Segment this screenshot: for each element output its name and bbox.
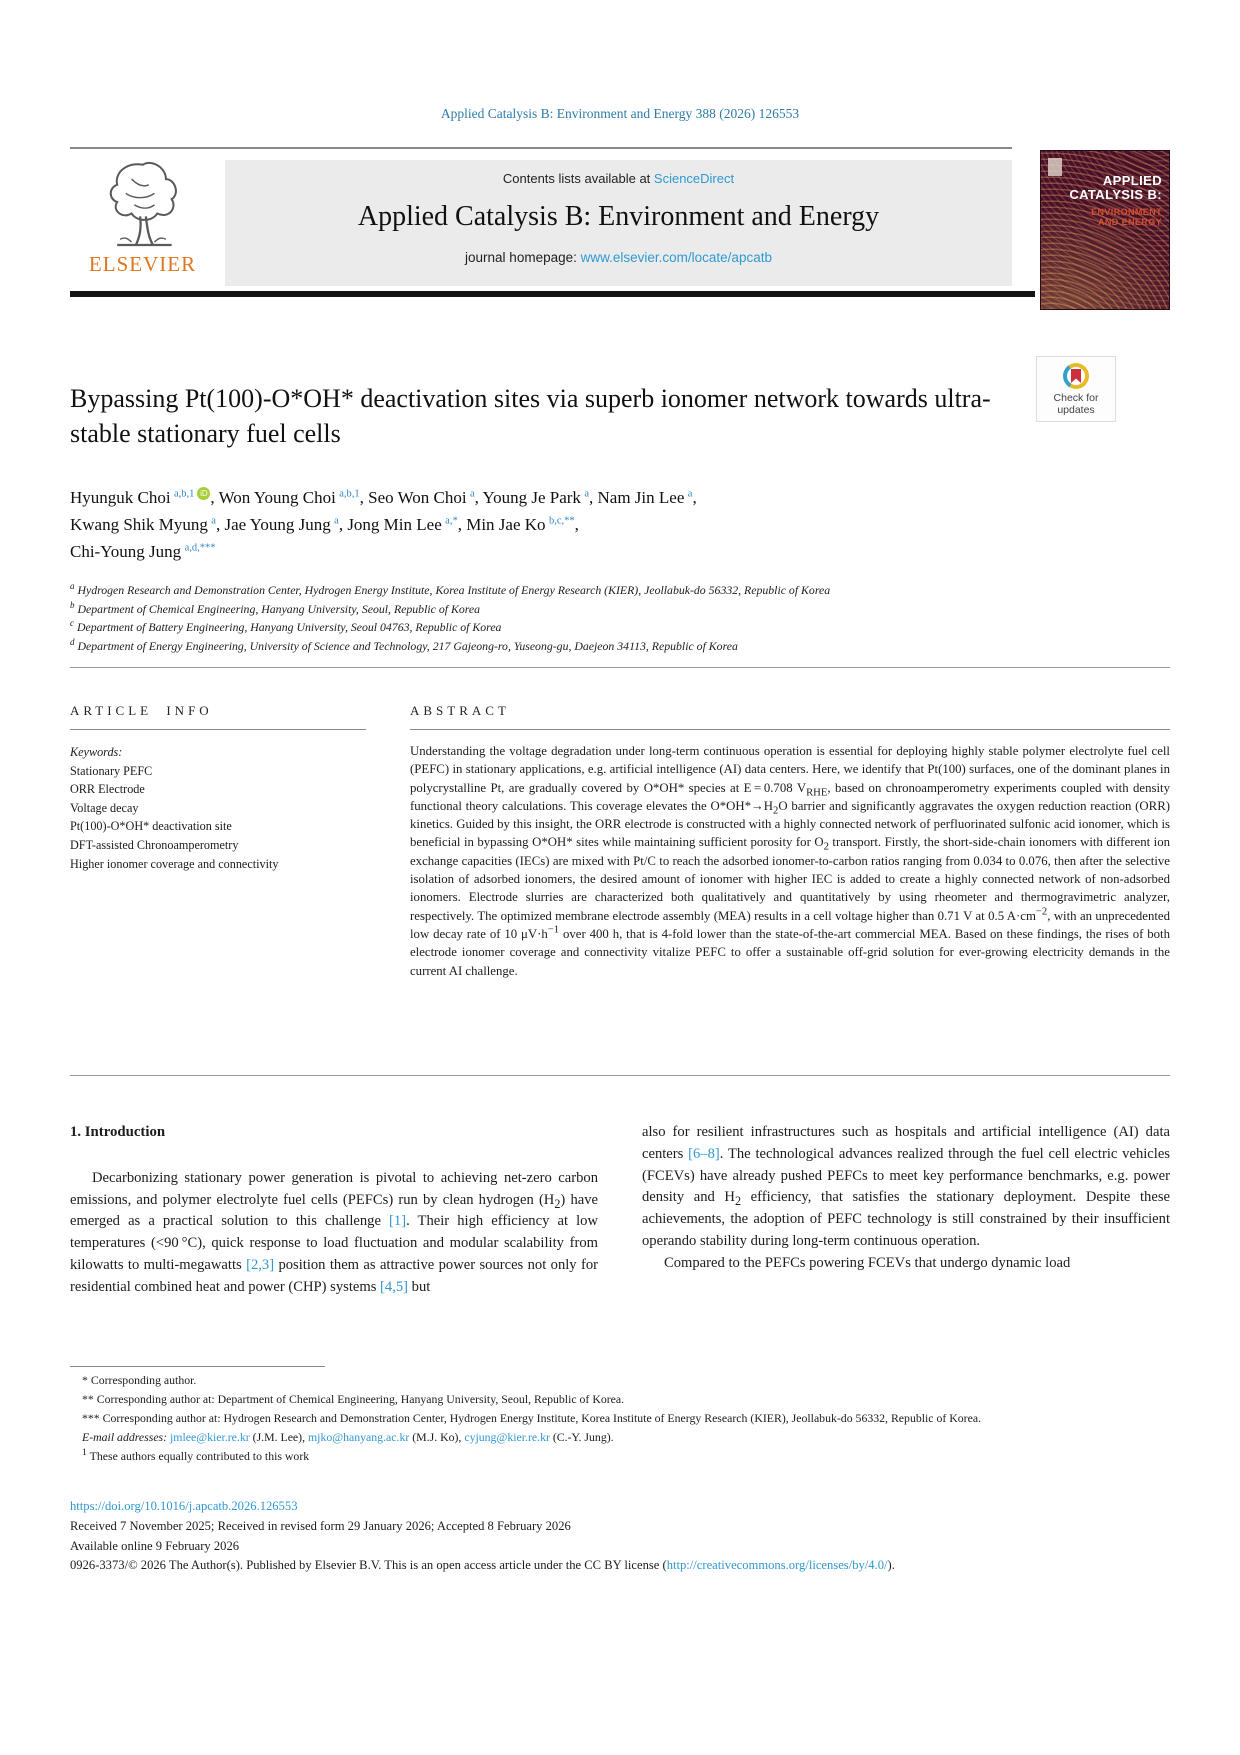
body-divider-rule	[70, 1075, 1170, 1076]
email-link-jmlee[interactable]: jmlee@kier.re.kr	[170, 1430, 250, 1444]
cover-publisher-mark	[1048, 158, 1062, 176]
keyword: Voltage decay	[70, 800, 139, 815]
email-link-mjko[interactable]: mjko@hanyang.ac.kr	[308, 1430, 410, 1444]
footnote-rule	[70, 1366, 325, 1367]
affiliation: $^c$ Department of Battery Engineering, Hanyang University, Seoul 04763, Republic of Korea	[70, 618, 502, 635]
article-info-rule	[70, 729, 366, 730]
homepage-line	[225, 250, 1012, 265]
footnote-line: E-mail addresses: jmlee@kier.re.kr (J.M. Lee), mjko@hanyang.ac.kr (M.J. Ko), cyjung@kier.re.kr (C.-Y. Jung).	[82, 1430, 614, 1444]
citation-ref-6-8[interactable]: [6–8]	[688, 1145, 720, 1162]
citation-ref-1[interactable]: [1]	[389, 1213, 407, 1230]
intro-paragraph-right-2: Compared to the PEFCs powering FCEVs that undergo dynamic load	[664, 1254, 1071, 1271]
keyword: ORR Electrode	[70, 782, 145, 797]
email-link-cyjung[interactable]: cyjung@kier.re.kr	[464, 1430, 550, 1444]
homepage-prefix: journal homepage:	[465, 250, 581, 265]
footnote-line: ** Corresponding author at: Department of Chemical Engineering, Hanyang University, Seoul, Republic of Korea.	[82, 1392, 625, 1406]
footnote-line: $^1$ These authors equally contributed to this work	[82, 1447, 310, 1463]
keyword: Higher ionomer coverage and connectivity	[70, 856, 279, 871]
intro-paragraph-right-1: also for resilient infrastructures such as hospitals and artificial intelligence (AI) data centers [6–8]. The technological advances realized through the fuel cell electric vehicles (FCEVs) have already pushed PEFCs to meet key performance benchmarks, e.g. power density and $H_2$ efficiency, that satisfies the stationary deployment. Despite these achievements, the adoption of PEFC technology is still constrained by their insufficient operando stability during long-term continuous operation.	[642, 1124, 1170, 1249]
affiliation: $^b$ Department of Chemical Engineering, Hanyang University, Seoul, Republic of Korea	[70, 599, 481, 616]
check-for-updates-badge[interactable]	[1036, 356, 1116, 422]
journal-citation: Applied Catalysis B: Environment and Energy 388 (2026) 126553	[440, 106, 800, 121]
orcid-icon[interactable]: iD	[197, 487, 210, 500]
badge-text-line2: updates	[1057, 404, 1095, 416]
footnote-line: * Corresponding author.	[82, 1373, 197, 1387]
publication-line	[70, 1497, 1174, 1517]
cover-subtitle-line1: ENVIRONMENT	[1091, 207, 1162, 217]
affiliation-list	[70, 581, 1130, 655]
elsevier-wordmark: ELSEVIER	[88, 252, 197, 276]
keyword: Stationary PEFC	[70, 763, 153, 778]
publication-line: Received 7 November 2025; Received in revised form 29 January 2026; Accepted 8 February 2026	[70, 1518, 571, 1533]
badge-text-line1: Check for	[1053, 392, 1099, 404]
article-info-section	[70, 703, 366, 873]
contents-line	[225, 171, 1012, 186]
journal-header-box	[225, 160, 1012, 286]
header-divider-bar	[70, 291, 1035, 297]
keywords-block	[70, 743, 366, 873]
left-column	[70, 1122, 598, 1299]
publication-line: Available online 9 February 2026	[70, 1538, 240, 1553]
introduction-columns	[70, 1122, 1170, 1299]
keyword: DFT-assisted Chronoamperometry	[70, 837, 239, 852]
elsevier-tree-logo	[100, 156, 186, 248]
cc-by-license-link[interactable]: http://creativecommons.org/licenses/by/4.0/	[666, 1558, 888, 1573]
section-heading-introduction: 1. Introduction	[70, 1124, 166, 1140]
publication-line: 0926-3373/© 2026 The Author(s). Published by Elsevier B.V. This is an open access article under the CC BY license (http://creativecommons.org/licenses/by/4.0/).	[70, 1558, 895, 1573]
crossmark-icon	[1063, 363, 1089, 389]
citation-ref-4-5[interactable]: [4,5]	[380, 1278, 409, 1295]
cover-title	[1069, 174, 1162, 227]
doi-link[interactable]: https://doi.org/10.1016/j.apcatb.2026.126553	[70, 1499, 298, 1513]
citation-ref-2-3[interactable]: [2,3]	[246, 1256, 275, 1273]
footnotes-block	[70, 1371, 1174, 1466]
article-title: Bypassing Pt(100)-O*OH* deactivation sites via superb ionomer network towards ultra-stable stationary fuel cells	[70, 384, 991, 448]
affiliation: $^d$ Department of Energy Engineering, University of Science and Technology, 217 Gajeong-ro, Yuseong-gu, Daejeon 34113, Republic of Korea	[70, 636, 738, 653]
abstract-text: Understanding the voltage degradation under long-term continuous operation is essential for deploying highly stable polymer electrolyte fuel cell (PEFC) in stationary applications, e.g. artificial intelligence (AI) data centers. Here, we identify that Pt(100) surfaces, one of the dominant planes in polycrystalline Pt, are gradually covered by O*OH* species at E = 0.708 $V_{RHE}$, based on chronoamperometry experiments coupled with density functional theory calculations. This coverage elevates the $O*OH*\to H_2O$ barrier and significantly aggravates the oxygen reduction reaction (ORR) kinetics. Guided by this insight, the ORR electrode is constructed with a highly connected network of perfluorinated sulfonic acid ionomer, which is beneficial in bypassing O*OH* sites while maintaining sufficient porosity for $O_2$ transport. Firstly, the short-side-chain ionomers with different ion exchange capacities (IECs) are mixed with Pt/C to reach the adsorbed ionomer-to-carbon ratios ranging from 0.034 to 0.076, then after the selective isolation of adsorbed ionomers, the desired amount of ionomer with higher IEC is added to create a highly connected network of non-adsorbed ionomers. Electrode slurries are characterized both qualitatively and quantitatively by using rheometer and thermogravimetric analyzer, respectively. The optimized membrane electrode assembly (MEA) results in a cell voltage higher than 0.71 V at 0.5 $A\cdot cm^{-2}$, with an unprecedented low decay rate of 10 $\mu V\cdot h^{-1}$ over 400 h, that is 4-fold lower than the state-of-the-art commercial MEA. Based on these findings, the rises of both electrode ionomer coverage and connectivity vitalize PEFC to offer a sustainable off-grid solution for ever-growing electricity demands in the current AI challenge.	[410, 744, 1171, 978]
keyword: Pt(100)-O*OH* deactivation site	[70, 819, 232, 834]
intro-paragraph-left: Decarbonizing stationary power generation is pivotal to achieving net-zero carbon emissions, and polymer electrolyte fuel cells (PEFCs) run by clean hydrogen $(H_2)$ have emerged as a practical solution to this challenge [1]. Their high efficiency at low temperatures (<90 °C), quick response to load fluctuation and modular scalability from kilowatts to multi-megawatts [2,3] position them as attractive power sources not only for residential combined heat and power (CHP) systems [4,5] but	[70, 1169, 598, 1295]
journal-cover-thumbnail	[1040, 150, 1170, 310]
abstract-section	[410, 703, 1170, 980]
abstract-rule	[410, 729, 1170, 730]
affiliation: $^a$ Hydrogen Research and Demonstration Center, Hydrogen Energy Institute, Korea Institute of Energy Research (KIER), Jeollabuk-do 56332, Republic of Korea	[70, 581, 831, 597]
right-column	[642, 1122, 1170, 1299]
journal-title: Applied Catalysis B: Environment and Energy	[357, 201, 880, 232]
keywords-label: Keywords:	[70, 745, 123, 759]
elsevier-logo	[70, 156, 215, 290]
journal-homepage-link[interactable]: www.elsevier.com/locate/apcatb	[580, 250, 772, 265]
cover-subtitle-line2: AND ENERGY	[1097, 217, 1162, 227]
sciencedirect-link[interactable]: ScienceDirect	[653, 171, 735, 186]
publication-info-block	[70, 1497, 1174, 1576]
cover-title-line2: CATALYSIS B:	[1069, 187, 1162, 202]
article-info-heading: ARTICLE INFO	[70, 703, 213, 718]
cover-title-line1: APPLIED	[1102, 173, 1162, 188]
abstract-heading: ABSTRACT	[410, 703, 510, 718]
contents-prefix: Contents lists available at	[502, 171, 654, 186]
affiliation-divider-rule	[70, 667, 1170, 668]
header-top-rule	[70, 147, 1012, 149]
footnote-line: *** Corresponding author at: Hydrogen Research and Demonstration Center, Hydrogen Energy Institute, Korea Institute of Energy Research (KIER), Jeollabuk-do 56332, Republic of Korea.	[82, 1411, 982, 1425]
author-list: Hyunguk Choi $^{a,b,1}$ iD , Won Young Choi $^{a,b,1}$, Seo Won Choi $^a$, Young Je Park $^a$, Nam Jin Lee $^a$, Kwang Shik Myung $^a$, Jae Young Jung $^a$, Jong Min Lee $^{a,*}$, Min Jae Ko $^{b,c,**}$, Chi-Young Jung $^{a,d,***}$	[70, 488, 697, 561]
keyword-list	[70, 762, 366, 874]
